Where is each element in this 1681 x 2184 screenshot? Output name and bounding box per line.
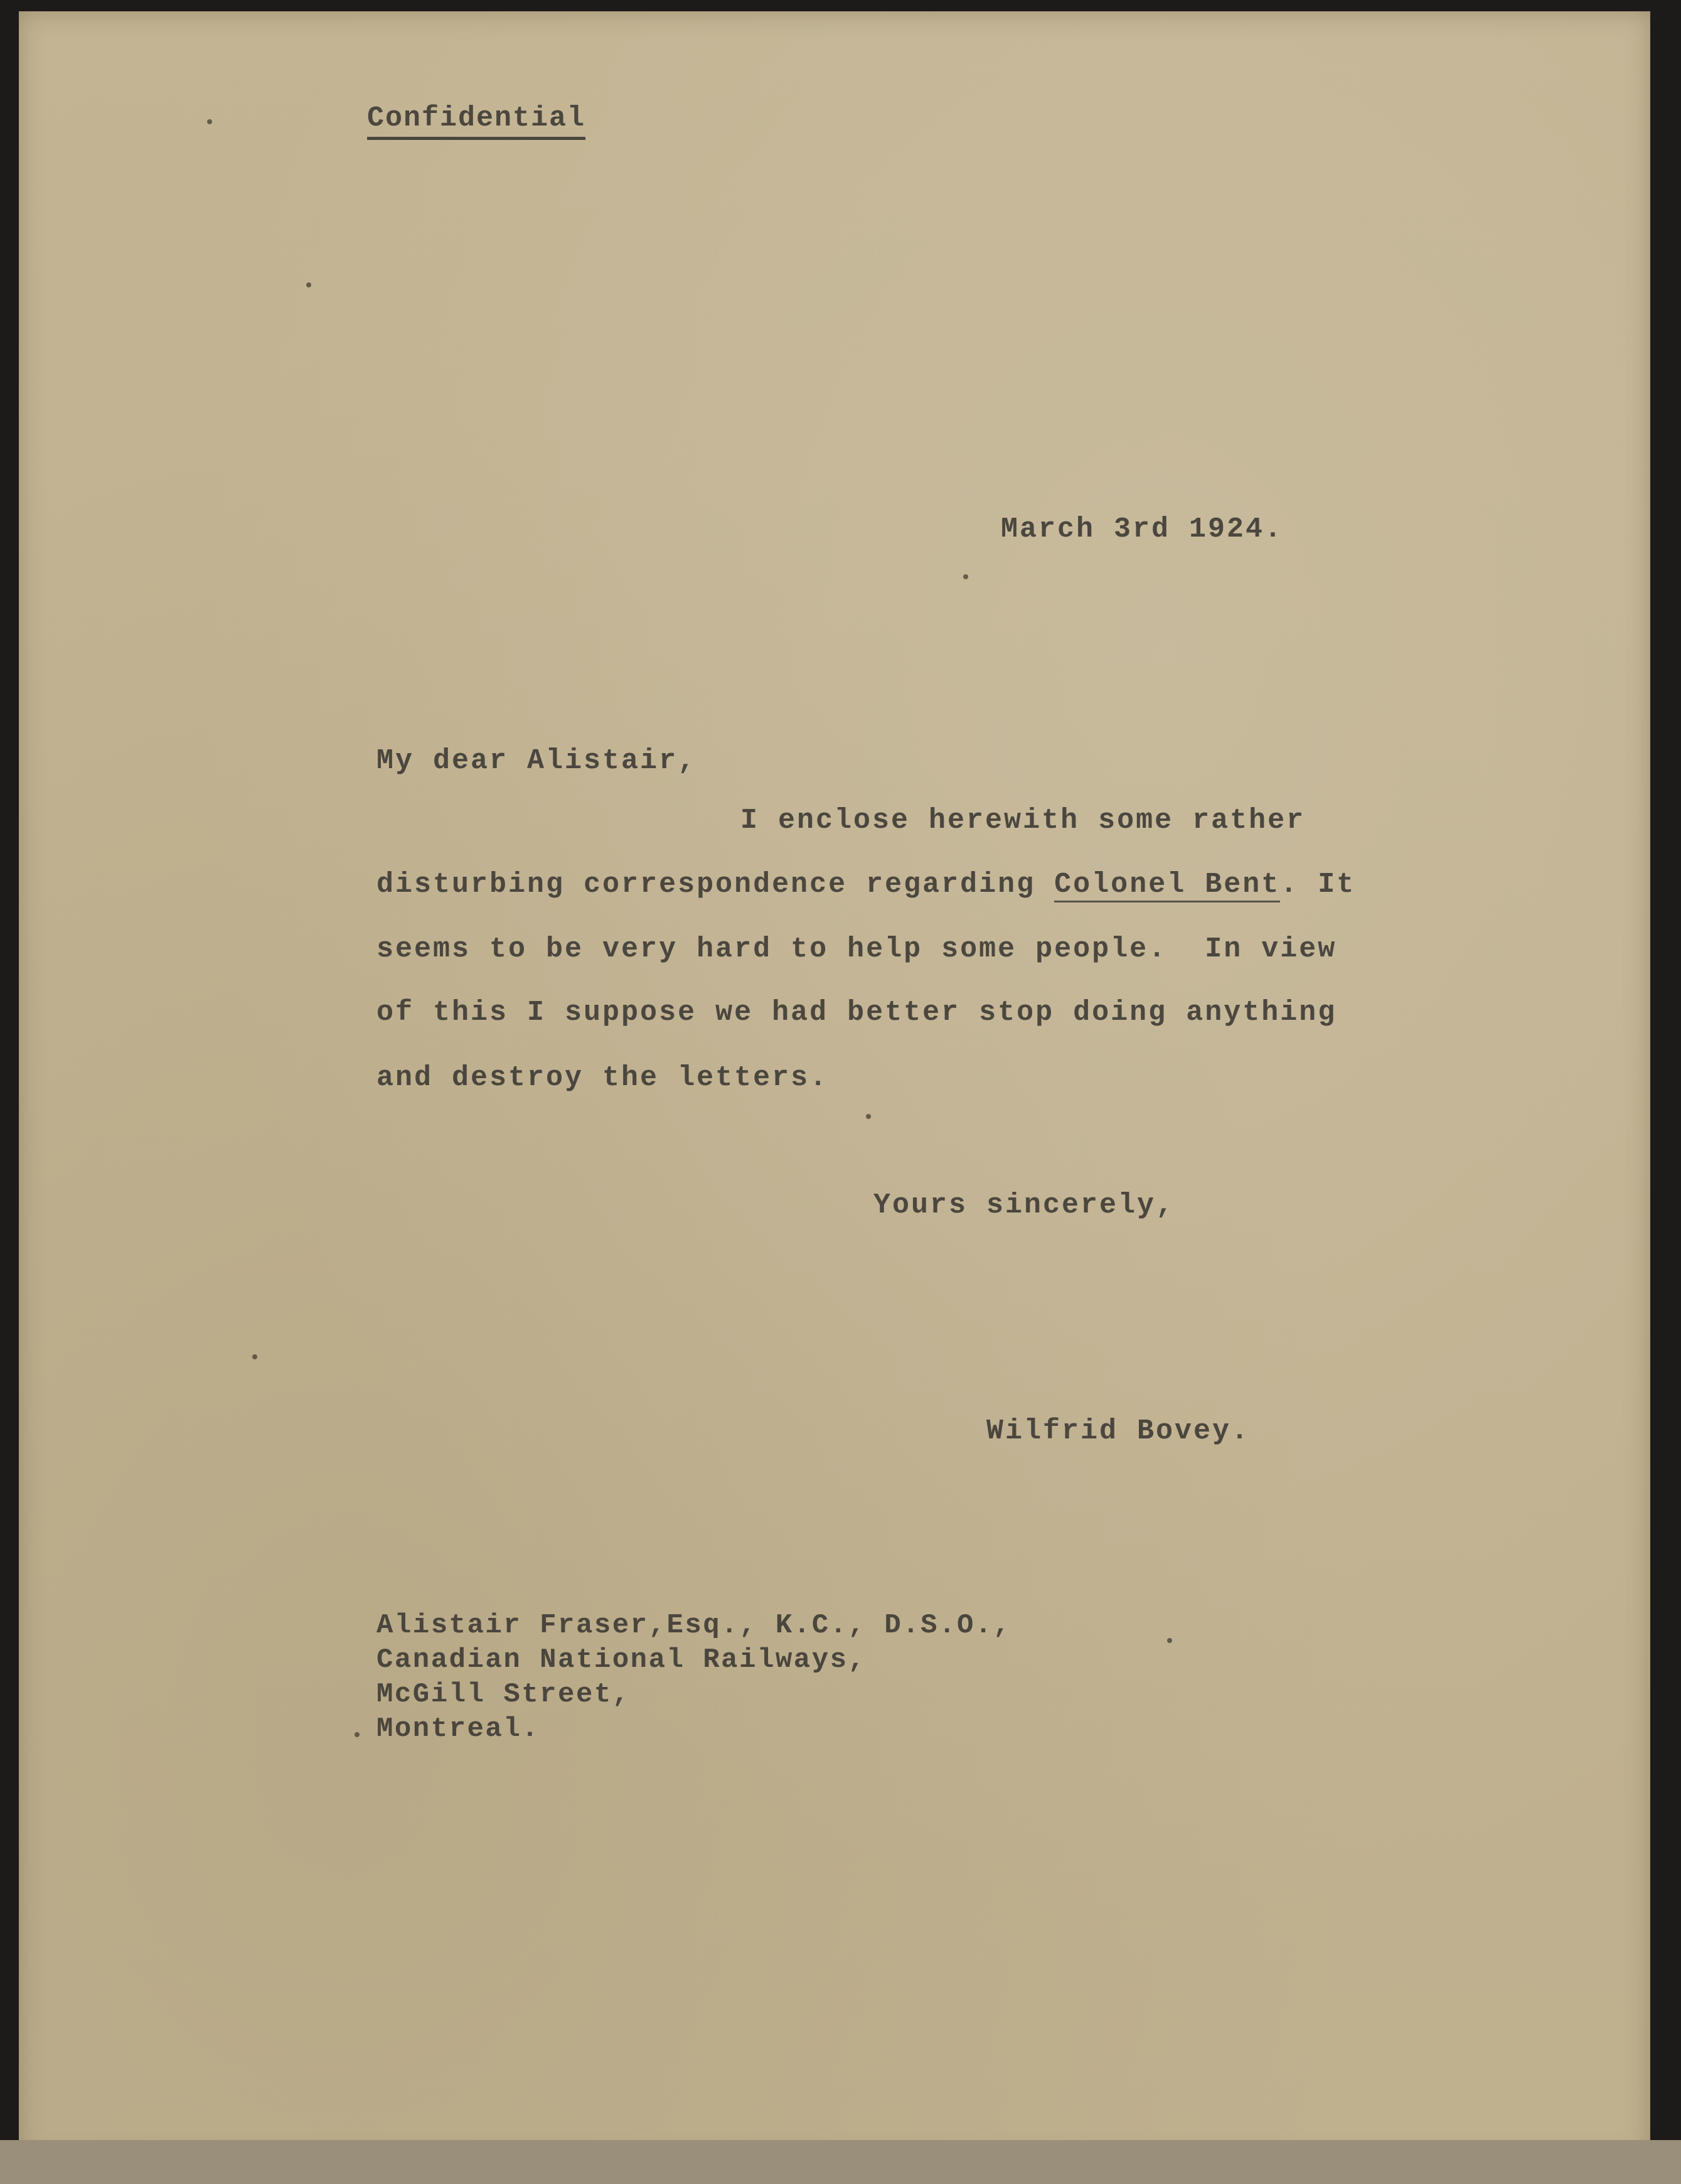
paper-speck: [1167, 1638, 1172, 1643]
paper-speck: [306, 282, 311, 287]
body-line-1: I enclose herewith some rather: [740, 805, 1306, 837]
paper-speck: [355, 1732, 360, 1737]
address-line-3: McGill Street,: [376, 1679, 631, 1710]
signature: Wilfrid Bovey.: [986, 1415, 1251, 1447]
paper-speck: [866, 1114, 871, 1119]
address-line-4: Montreal.: [376, 1713, 540, 1745]
underlined-name: Colonel Bent: [1054, 869, 1280, 902]
body-line-5: and destroy the letters.: [376, 1062, 829, 1094]
body-line-2-end: . It: [1280, 869, 1356, 901]
confidential-heading: Confidential: [367, 102, 585, 140]
body-line-4: of this I suppose we had better stop doing anything: [376, 997, 1337, 1029]
paper-speck: [207, 119, 212, 124]
address-line-2: Canadian National Railways,: [376, 1644, 867, 1676]
body-line-2: [376, 869, 1355, 901]
letter-date: March 3rd 1924.: [1001, 513, 1284, 545]
closing: Yours sincerely,: [873, 1189, 1175, 1221]
letter-page: [19, 11, 1650, 2161]
salutation: My dear Alistair,: [376, 745, 697, 777]
paper-speck: [963, 574, 968, 579]
body-line-3: seems to be very hard to help some people. In view: [376, 933, 1337, 965]
scan-bottom-strip: [0, 2140, 1681, 2184]
paper-speck: [252, 1354, 257, 1359]
address-line-1: Alistair Fraser,Esq., K.C., D.S.O.,: [376, 1610, 1011, 1641]
body-line-2-start: disturbing correspondence regarding: [376, 869, 1055, 901]
